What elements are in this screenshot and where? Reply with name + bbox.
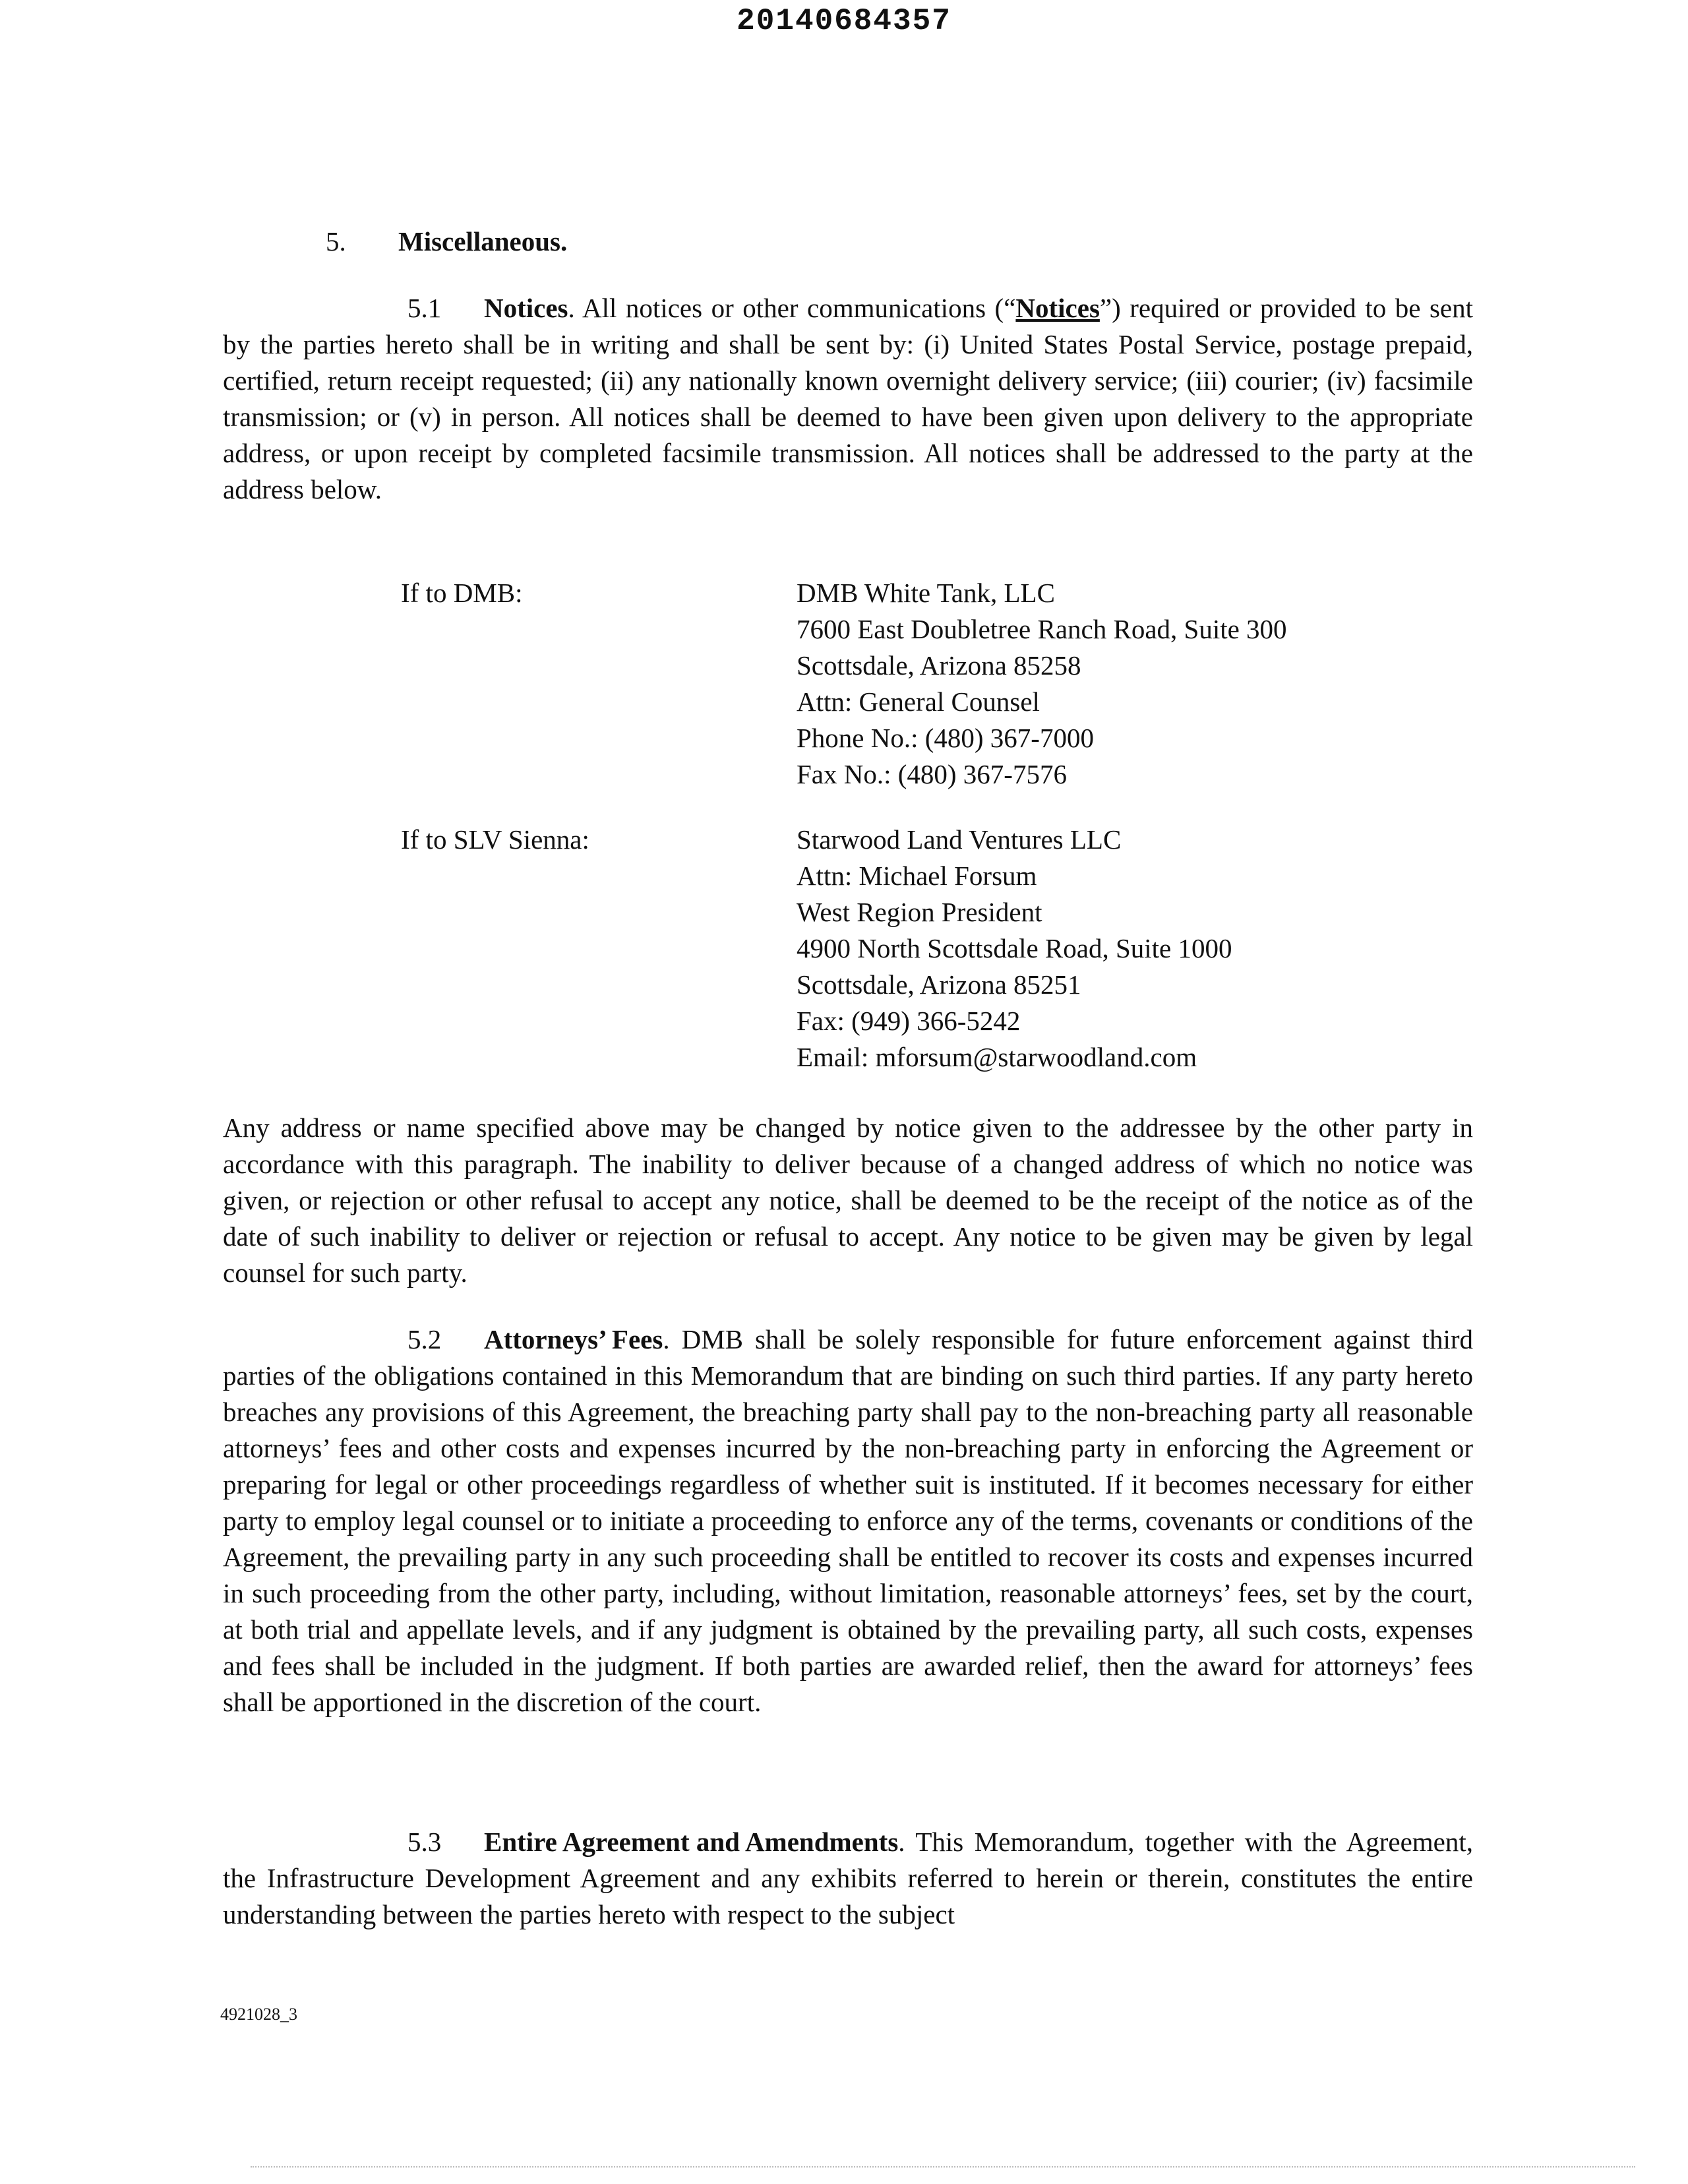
address-line: Fax: (949) 366-5242	[797, 1006, 1021, 1036]
section-title: Miscellaneous.	[398, 226, 568, 257]
address-change-paragraph: Any address or name specified above may be changed by notice given to the addressee by the other party in accordance with this paragraph. The inability to deliver because of a changed address of which no notice was given, or rejection or other refusal to accept any notice, shall be deemed to be the receipt of the notice as of the date of such inability to deliver or rejection or refusal to accept. Any notice to be given may be given by legal counsel for such party.	[223, 1112, 1473, 1288]
attorneys-fees-text: . DMB shall be solely responsible for future enforcement against third parties of the obligations contained in this Memorandum that are binding on such third parties. If any party hereto breaches any provisions of this Agreement, the breaching party shall pay to the non-breaching party all reasonable attorneys’ fees and other costs and expenses incurred by the non-breaching party in enforcing the Agreement or preparing for legal or other proceedings regardless of whether suit is instituted. If it becomes necessary for either party to employ legal counsel or to initiate a proceeding to enforce any of the terms, covenants or conditions of the Agreement, the prevailing party in any such proceeding shall be entitled to recover its costs and expenses incurred in such proceeding from the other party, including, without limitation, reasonable attorneys’ fees, set by the court, at both trial and appellate levels, and if any judgment is obtained by the prevailing party, all such costs, expenses and fees shall be included in the judgment. If both parties are awarded relief, then the award for attorneys’ fees shall be apportioned in the discretion of the court.	[223, 1324, 1473, 1717]
address-line: 4900 North Scottsdale Road, Suite 1000	[797, 933, 1232, 963]
attorneys-fees-number: 5.2	[407, 1324, 442, 1354]
address-line: Email: mforsum@starwoodland.com	[797, 1042, 1197, 1072]
notices-title: Notices	[484, 293, 568, 323]
entire-agreement-paragraph	[223, 1824, 1473, 1933]
address-line: 7600 East Doubletree Ranch Road, Suite 300	[797, 614, 1287, 644]
recording-number: 20140684357	[737, 4, 951, 38]
notices-defined-term: Notices	[1015, 293, 1100, 323]
notices-number: 5.1	[407, 293, 442, 323]
address-line: Phone No.: (480) 367-7000	[797, 723, 1094, 753]
notices-paragraph	[223, 290, 1473, 508]
address-line: DMB White Tank, LLC	[797, 578, 1055, 608]
attorneys-fees-paragraph	[223, 1321, 1473, 1720]
entire-agreement-text: . This Memorandum, together with the Agreement, the Infrastructure Development Agreement and any exhibits referred to herein or therein, constitutes the entire understanding between the parties hereto with respect to the subject	[223, 1827, 1473, 1929]
section-number: 5.	[326, 226, 346, 257]
section-heading	[326, 226, 567, 257]
address-line: Attn: Michael Forsum	[797, 861, 1037, 891]
address-slv-lines	[797, 822, 1232, 1076]
entire-agreement-title: Entire Agreement and Amendments	[484, 1827, 899, 1857]
address-line: Scottsdale, Arizona 85258	[797, 650, 1081, 681]
notices-text-b: ”) required or provided to be sent by the parties hereto shall be in writing and shall be sent by: (i) United States Postal Service, postage prepaid, certified, return receipt requested; (ii) any nationally known overnight delivery service; (iii) courier; (iv) facsimile transmission; or (v) in person. All notices shall be deemed to have been given upon delivery to the appropriate address, or upon receipt by completed facsimile transmission. All notices shall be addressed to the party at the address below.	[223, 293, 1473, 504]
address-slv-label: If to SLV Sienna:	[401, 824, 589, 855]
notices-text-a: . All notices or other communications (“	[568, 293, 1016, 323]
document-footer-id: 4921028_3	[220, 2005, 297, 2024]
address-line: Attn: General Counsel	[797, 686, 1040, 717]
address-line: West Region President	[797, 897, 1042, 927]
address-line: Starwood Land Ventures LLC	[797, 824, 1122, 855]
address-dmb-lines	[797, 575, 1287, 793]
scan-edge-line	[251, 2166, 1635, 2169]
address-dmb-label: If to DMB:	[401, 578, 523, 608]
attorneys-fees-title: Attorneys’ Fees	[484, 1324, 663, 1354]
entire-agreement-number: 5.3	[407, 1827, 442, 1857]
address-line: Scottsdale, Arizona 85251	[797, 969, 1081, 1000]
address-line: Fax No.: (480) 367-7576	[797, 759, 1067, 789]
